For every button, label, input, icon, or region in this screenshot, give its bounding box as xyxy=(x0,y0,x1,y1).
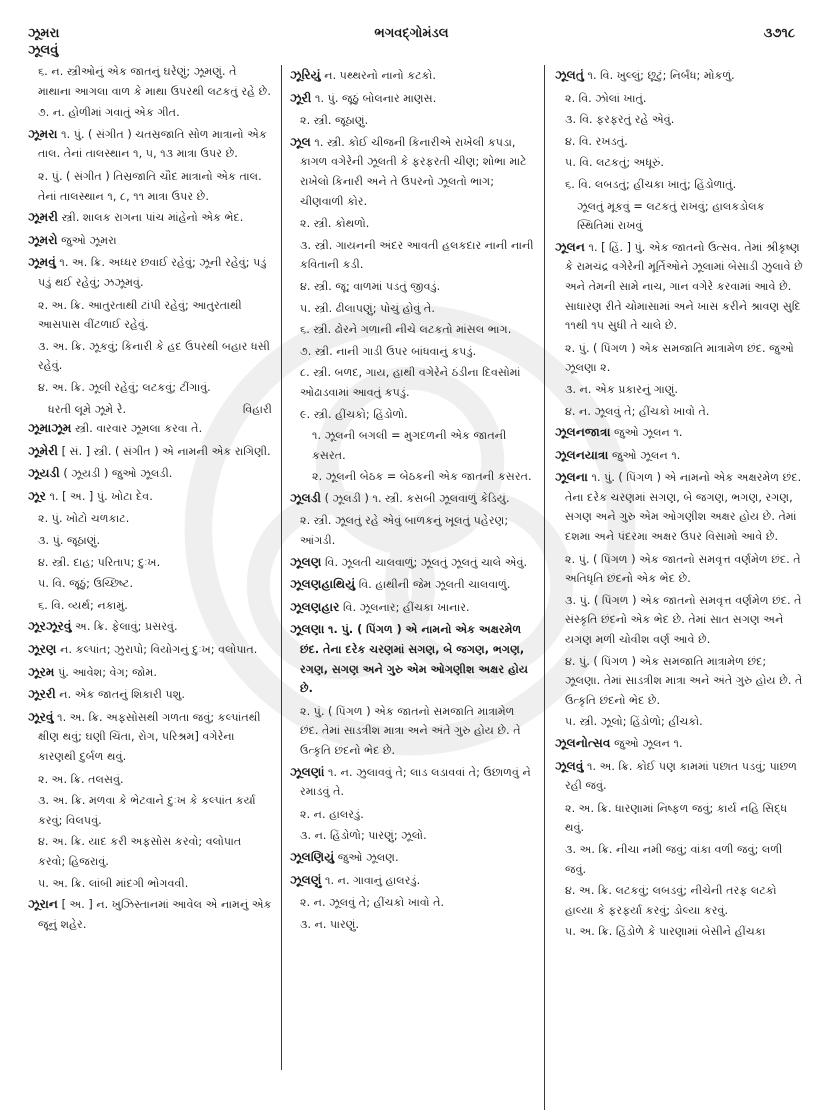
headword: ઝૂરિયું xyxy=(290,68,321,82)
sense-definition: ૪. અ. ક્રિ. યાદ કરી અફસોસ કરવો; વલોપાત કરવો; હિજરાવું. xyxy=(38,835,242,868)
definition-text: જુઓ ઝૂલન ૧. xyxy=(614,426,683,440)
headword: ઝૂલણાં xyxy=(290,764,325,779)
headword: ઝૂલનોત્સવ xyxy=(555,736,611,750)
headword: ઝૂયડી xyxy=(28,466,60,481)
sense-definition: ૩. અ. ક્રિ. નીચા નમી જવું; વાંકા વળી જવું; લળી જવું. xyxy=(565,842,783,876)
definition-text: જુઓ ઝૂલણ. xyxy=(337,850,399,864)
dictionary-entry xyxy=(555,423,803,443)
definition-text: ૧. વિ. ખુલ્લું; છૂટું; નિર્બંધ; મોકળું. xyxy=(587,69,735,82)
definition-text: ૧. [ હિં. ] પું. એક જાતનો ઉત્સવ. તેમાં શ્રીકૃષ્ણ કે રામચંદ્ર વગેરેની મૂર્તિઓને ઝૂલામાં બેસાડી ઝુલાવે છે અને તેમની સામે નાચ, ગાન વગેરે કરવામાં આવે છે. સાધારણ રીતે ચોમાસામાં અને ખાસ કરીને શ્રાવણ સુદિ ૧૧થી ૧૫ સુધી તે ચાલે છે. xyxy=(565,240,803,333)
definition-text: [ સં. ] સ્ત્રી. ( સંગીત ) એ નામની એક રાગિણી. xyxy=(61,444,271,458)
dictionary-entry xyxy=(555,468,803,546)
definition-text: ૧. પું. જૂઠું બોલનાર માણસ. xyxy=(314,91,437,105)
dictionary-entry xyxy=(28,708,272,767)
definition-text: ૧. પું. ( સંગીત ) ચતસ્રજાતિ સોળ માત્રાનો એક તાલ. તેનાં તાલસ્થાન ૧, ૫, ૧૩ માત્રા ઉપર છે. xyxy=(38,127,267,161)
dictionary-entry xyxy=(290,871,535,891)
headword: ઝૂલ xyxy=(290,134,311,149)
dictionary-entry xyxy=(290,89,535,109)
dictionary-entry xyxy=(555,446,803,466)
sense-definition: ૨. પું. ( પિંગળ ) એક જાતનો સમજાતિ માત્રામેળ છંદ. તેમાં સાડત્રીશ માત્રા અને અંતે ગુરુ હોય છે. તે ઉત્કૃતિ છંદનો ભેદ છે. xyxy=(300,704,521,757)
dictionary-entry xyxy=(555,734,803,754)
dictionary-entry xyxy=(555,757,803,796)
sense-definition: ૫. અ. ક્રિ. લાંબી માંદગી ભોગવવી. xyxy=(38,876,189,890)
headword: ઝૂરવું xyxy=(28,709,54,724)
headword: ઝૂમરા xyxy=(28,126,58,141)
column-divider xyxy=(281,65,282,1070)
definition-text: ન. કલ્પાંત; ઝુરાપો; વિયોગનું દુઃખ; વલોપાત. xyxy=(60,643,258,657)
definition-text: ન. પથ્થરનો નાનો કટકો. xyxy=(324,69,436,82)
sense-definition: ૨. વિ. ઝોલાં ખાતું. xyxy=(565,91,647,105)
definition-text: વિ. હાથીની જેમ ઝૂલતી ચાલવાળું. xyxy=(358,578,511,592)
sense-definition: ૮. સ્ત્રી. બળદ, ગાય, હાથી વગેરેને ઠંડીના દિવસોમાં ઓઢાડવામાં આવતું કપડું. xyxy=(300,366,521,399)
definition-text: ( ઝૂલડી ) ૧. સ્ત્રી. કસબી ઝૂલવાળું કેડિયું. xyxy=(324,491,510,505)
page-number: ૩૭૧૮ xyxy=(763,26,795,41)
definition-text: ( ઝૂયડી ) જુઓ ઝૂલડી. xyxy=(63,467,173,481)
sub-sense: ૧. ઝૂલની બગલી = મુગદળની એક જાતની કસરત. xyxy=(312,429,507,462)
definition-text: સ્ત્રી. વારવાર ઝૂમલા કરવા તે. xyxy=(75,422,203,436)
citation-quote xyxy=(28,400,272,420)
definition-text: જુઓ ઝૂમરા xyxy=(61,233,117,247)
sense-definition: ૩. ન. પારણું. xyxy=(300,917,360,931)
guide-word-first: ઝૂમરા xyxy=(28,26,60,41)
sense-definition: ૨. પું. ( સંગીત ) તિસ્રજાતિ ચૌદ માત્રાનો એક તાલ. તેનાં તાલસ્થાન ૧, ૮, ૧૧ માત્રા ઉપર છે. xyxy=(38,169,262,203)
definition-text: ૧. અ. ક્રિ. અધ્ધર છવાઈ રહેવું; ઝૂની રહેવું; પડું પડું થઈ રહેવું; ઝઝૂમવું. xyxy=(38,256,267,289)
sense-definition: ૨. સ્ત્રી. કોથળો. xyxy=(300,217,370,231)
sense-definition: ૩. પું. ( પિંગળ ) એક જાતનો સમવૃત્ત વર્ણમેળ છંદ. તે સંસ્કૃતિ છંદનો એક ભેદ છે. તેમાં સાત સગણ અને યગણ મળી ચોવીશ વર્ણ આવે છે. xyxy=(565,593,802,647)
headword: ઝૂમરો xyxy=(28,232,58,247)
headword: ઝૂમવું xyxy=(28,255,56,270)
headword: ઝૂલણું xyxy=(290,872,322,887)
definition-text: ૧. ન. ઝુલાવવું તે; લાડ લડાવવાં તે; ઉછાળવું ને રમાડવું તે. xyxy=(300,765,531,799)
dictionary-entry xyxy=(555,238,803,336)
dictionary-entry xyxy=(28,487,272,507)
quote-text: ધરતી લૂમે ઝૂમે રે. xyxy=(48,402,127,416)
dictionary-entry xyxy=(290,598,535,618)
definition-text: [ અ. ] ન. ખુઝિસ્તાનમાં આવેલ એ નામનું એક જૂનું શહેર. xyxy=(38,898,272,931)
sub-sense: ૨. ઝૂલની બેઠક = બેઠકની એક જાતની કસરત. xyxy=(312,470,532,484)
sense-definition: ૫. વિ. લટકતું; અધૂરું. xyxy=(565,156,664,170)
sense-definition: ૫. સ્ત્રી. ઢીલાપણું; પોચું હોવું તે. xyxy=(300,301,435,315)
dictionary-entry xyxy=(290,133,535,211)
quote-source: વિહારી xyxy=(242,402,272,416)
dictionary-entry xyxy=(28,685,272,705)
dictionary-entry xyxy=(290,575,535,595)
sense-definition: ૪. સ્ત્રી. જૂ; વાળમાં પડતું જીવડું. xyxy=(300,279,441,293)
dictionary-entry xyxy=(290,620,535,698)
sense-definition: ૪. ન. ઝૂલવું તે; હીંચકો ખાવો તે. xyxy=(565,404,710,418)
dictionary-entry xyxy=(290,66,535,86)
headword: ઝૂલણિયું xyxy=(290,849,335,864)
sense-definition: ૬. ન. સ્ત્રીઓનું એક જાતનું ઘરેણું; ઝૂમણું. તે માથાના આગલા વાળ કે માથા ઉપરથી લટકતું રહે છે. xyxy=(38,65,271,98)
sense-definition: ૯. સ્ત્રી. હીંચકો; હિંડોળો. xyxy=(300,407,408,421)
definition-text: જુઓ ઝૂલન ૧. xyxy=(611,448,681,462)
definition-text: વિ. ઝૂલતી ચાલવાળું; ઝૂલતું ઝૂલતું ચાલે એવું. xyxy=(325,555,528,569)
sense-definition: ૨. અ. ક્રિ. આતુરતાથી ટાંપી રહેવું; આતુરતાથી આસપાસ વીંટળાઈ રહેવું. xyxy=(38,298,242,332)
headword: ઝૂલણ xyxy=(290,554,322,569)
dictionary-entry xyxy=(28,895,272,934)
sense-definition: ૪. પું. ( પિંગળ ) એક સમજાતિ માત્રામેળ છંદ; ઝૂલણા. તેમાં સાડત્રીશ માત્રા અને અંતે ગુરુ હોય છે. તે ઉત્કૃતિ છંદનો ભેદ છે. xyxy=(565,654,803,707)
headword: ઝૂલનજાત્રા xyxy=(555,425,611,440)
sense-definition: ૩. ન. હિંડોળો; પારણું; ઝૂલો. xyxy=(300,829,427,843)
headword: ઝૂલનયાત્રા xyxy=(555,447,609,462)
dictionary-entry xyxy=(28,231,272,251)
column-divider xyxy=(544,65,545,1110)
dictionary-entry xyxy=(28,125,272,164)
sense-definition: ૫. વિ. જૂઠું; ઉચ્છિષ્ટ. xyxy=(38,577,133,591)
sub-sense: ઝૂલતું મૂકવું = લટકતું રાખવું; હાલકડોલક સ્થિતિમાં રાખવું xyxy=(577,199,765,233)
dictionary-entry xyxy=(28,253,272,292)
definition-text: જુઓ ઝૂલન ૧. xyxy=(614,737,683,750)
dictionary-entry xyxy=(28,663,272,683)
headword: ઝૂર xyxy=(28,488,46,503)
column-2 xyxy=(290,66,535,936)
sense-definition: ૨. સ્ત્રી. જૂઠાણું. xyxy=(300,114,369,128)
headword: ઝૂરી xyxy=(290,90,312,105)
sense-definition: ૨. સ્ત્રી. ઝૂલતું રહે એવું બાળકનું ખૂલતું પહેરણ; આંગડી. xyxy=(300,514,509,548)
headword: ઝૂરાન xyxy=(28,897,58,912)
definition-text: સ્ત્રી. શાલક રાગના પાંચ માંહેનો એક ભેદ. xyxy=(61,211,244,225)
dictionary-entry xyxy=(28,208,272,228)
headword: ઝૂલડી xyxy=(290,490,322,505)
sense-definition: ૭. ન. હોળીમાં ગવાતું એક ગીત. xyxy=(38,106,180,120)
sense-definition: ૫. અ. ક્રિ. હિંડોળે કે પારણામાં બેસીને હીંચકા xyxy=(565,925,766,939)
sense-definition: ૨. અ. ક્રિ. તલસવું. xyxy=(38,772,124,786)
sense-definition: ૫. સ્ત્રી. ઝૂલો; હિંડોળો; હીંચકો. xyxy=(565,715,703,729)
dictionary-entry xyxy=(555,66,803,86)
sense-definition: ૨. ન. ઝૂલવું તે; હીંચકો ખાવો તે. xyxy=(300,896,445,910)
headword: ઝૂરણ xyxy=(28,642,57,657)
sense-definition: ૪. વિ. રખડતું. xyxy=(565,134,628,148)
sense-definition: ૭. સ્ત્રી. નાની ગાડી ઉપર બાંધવાનું કપડું. xyxy=(300,344,477,358)
headword: ઝૂરમ xyxy=(28,664,55,679)
dictionary-entry xyxy=(28,419,272,439)
sense-definition: ૨. ન. હાલરડું. xyxy=(300,807,364,821)
sense-definition: ૪. અ. ક્રિ. ઝૂલી રહેવું; લટકવું; ટીંગાવું. xyxy=(38,380,211,394)
headword: ઝૂમાઝૂમ xyxy=(28,421,72,436)
definition-text: ૧. અ. ક્રિ. અફસોસથી ગળતા જવું; કલ્પાંતથી ક્ષીણ થવું; ઘણી ચિંતા, રોગ, પરિશ્રમ] વગેરેના કારણથી દુર્બળ થવું. xyxy=(38,710,261,763)
headword: ઝૂમરી xyxy=(28,210,59,225)
column-1 xyxy=(28,62,272,937)
dictionary-entry xyxy=(290,489,535,509)
dictionary-entry xyxy=(28,464,272,484)
sense-definition: ૩. સ્ત્રી. ગાયનની અંદર આવતી હલકદાર નાની નાની કવિતાની કડી. xyxy=(300,238,534,272)
definition-text: ૧. પું. ( પિંગળ ) એ નામનો એક અક્ષરમેળ છંદ. તેના દરેક ચરણમાં સગણ, બે જગણ, ભગણ, રગણ, સગણ અને ગુરુ એમ ઓગણીશ અક્ષર હોય છે. તેમાં દશમા અને પંદરમા અક્ષર ઉપર વિસામો આવે છે. xyxy=(565,471,802,544)
sense-definition: ૩. પું. જૂઠાણું. xyxy=(38,534,101,548)
sense-definition: ૩. અ. ક્રિ. ઝૂકવું; કિનારી કે હદ ઉપરથી બહાર ધસી રહેવું. xyxy=(38,339,270,373)
sense-definition: ૨. પું. ખોટો ચળકાટ. xyxy=(38,512,130,526)
column-3 xyxy=(555,66,803,944)
sense-definition: ૬. વિ. વ્યર્થ; નકામું. xyxy=(38,598,128,612)
dictionary-entry xyxy=(28,617,272,637)
definition-text: અ. ક્રિ. ફેલાવું; પ્રસરવું. xyxy=(75,620,178,634)
sense-definition: ૨. અ. ક્રિ. ધારણામાં નિષ્ફળ જવું; કાર્ય નહિ સિદ્ધ થવું. xyxy=(565,801,788,835)
sense-definition: ૪. અ. ક્રિ. લટકવું; લબડવું; નીચેની તરફ લટકો હાલ્યા કે ફરફર્યા કરવું; ડોલ્યા કરવું. xyxy=(565,884,777,917)
definition-text: ૧. અ. ક્રિ. કોઈ પણ કામમાં પછાત પડવું; પાછળ રહી જવું. xyxy=(565,759,797,793)
page-header xyxy=(28,26,795,58)
definition-text: ૧. સ્ત્રી. કોઈ ચીજની કિનારીએ રાખેલી કપડા, કાગળ વગેરેની ઝૂલતી કે ફરફરતી ચીણ; શોભા માટે રાખેલો કિનારી અને તે ઉપરનો ઝૂલતો ભાગ; ચીણવાળી કોર. xyxy=(300,135,527,208)
sense-definition: ૪. સ્ત્રી. દાહ; પરિતાપ; દુઃખ. xyxy=(38,555,161,569)
guide-word-second: ઝૂલવું xyxy=(28,43,59,58)
sense-definition: ૬. સ્ત્રી. ઢોરને ગળાની નીચે લટકતો માંસલ ભાગ. xyxy=(300,323,512,337)
sense-definition: ૨. પું. ( પિંગળ ) એક સમજાતિ માત્રામેળ છંદ. જુઓ ઝૂલણા ૨. xyxy=(565,341,794,375)
definition-text: વિ. ઝૂલનાર; હીંચકા ખાનાર. xyxy=(342,600,470,614)
dictionary-entry xyxy=(290,553,535,573)
page-title: ભગવદ્ગોમંડલ xyxy=(374,26,449,41)
dictionary-entry xyxy=(28,640,272,660)
definition-text: પું. આવેશ; વેગ; જોમ. xyxy=(58,665,157,679)
headword: ઝૂલતું xyxy=(555,68,584,82)
headword: ઝૂરરી xyxy=(28,687,56,702)
headword: ઝૂલણહાર xyxy=(290,599,340,614)
headword: ઝૂરઝૂરવું xyxy=(28,619,72,634)
dictionary-entry xyxy=(28,442,272,462)
headword: ઝૂલવું xyxy=(555,758,584,773)
headword: ઝૂલન xyxy=(555,239,585,254)
sense-definition: ૩. અ. ક્રિ. મળવા કે ભેટવાને દુઃખ કે કલ્પાંત કર્યા કરવું; વિલપવું. xyxy=(38,794,256,827)
sense-definition: ૩. વિ. ફરફરતું રહે એવું. xyxy=(565,113,675,127)
dictionary-entry xyxy=(290,763,535,802)
definition-text: ૧. [ અ. ] પું. ખોટા દેવ. xyxy=(49,489,153,503)
sense-definition: ૩. ન. એક પ્રકારનું ગાણું. xyxy=(565,382,679,396)
headword: ઝૂલના xyxy=(555,470,588,485)
definition-text: ન. એક જાતનું શિકારી પશુ. xyxy=(59,688,185,702)
headword: ઝૂલણા xyxy=(290,622,325,637)
sense-definition: ૨. પું. ( પિંગળ ) એક જાતનો સમવૃત્ત વર્ણમેળ છંદ. તે અતિધૃતિ છંદનો એક ભેદ છે. xyxy=(565,552,801,586)
headword: ઝૂલણહાથિયું xyxy=(290,577,356,592)
sense-definition: ૬. વિ. લબડતું; હીંચકા ખાતું; હિંડોળાતું. xyxy=(565,177,737,191)
definition-text: ૧. પું. ( પિંગળ ) એ નામનો એક અક્ષરમેળ છંદ. તેના દરેક ચરણમાં સગણ, બે જગણ, ભગણ, રગણ, સગણ અને ગુરુ એમ ઓગણીશ અક્ષર હોય છે. xyxy=(300,623,529,696)
dictionary-entry xyxy=(290,848,535,868)
definition-text: ૧. ન. ગાવાનું હાલરડું. xyxy=(325,873,421,887)
headword: ઝૂમેરી xyxy=(28,443,59,458)
